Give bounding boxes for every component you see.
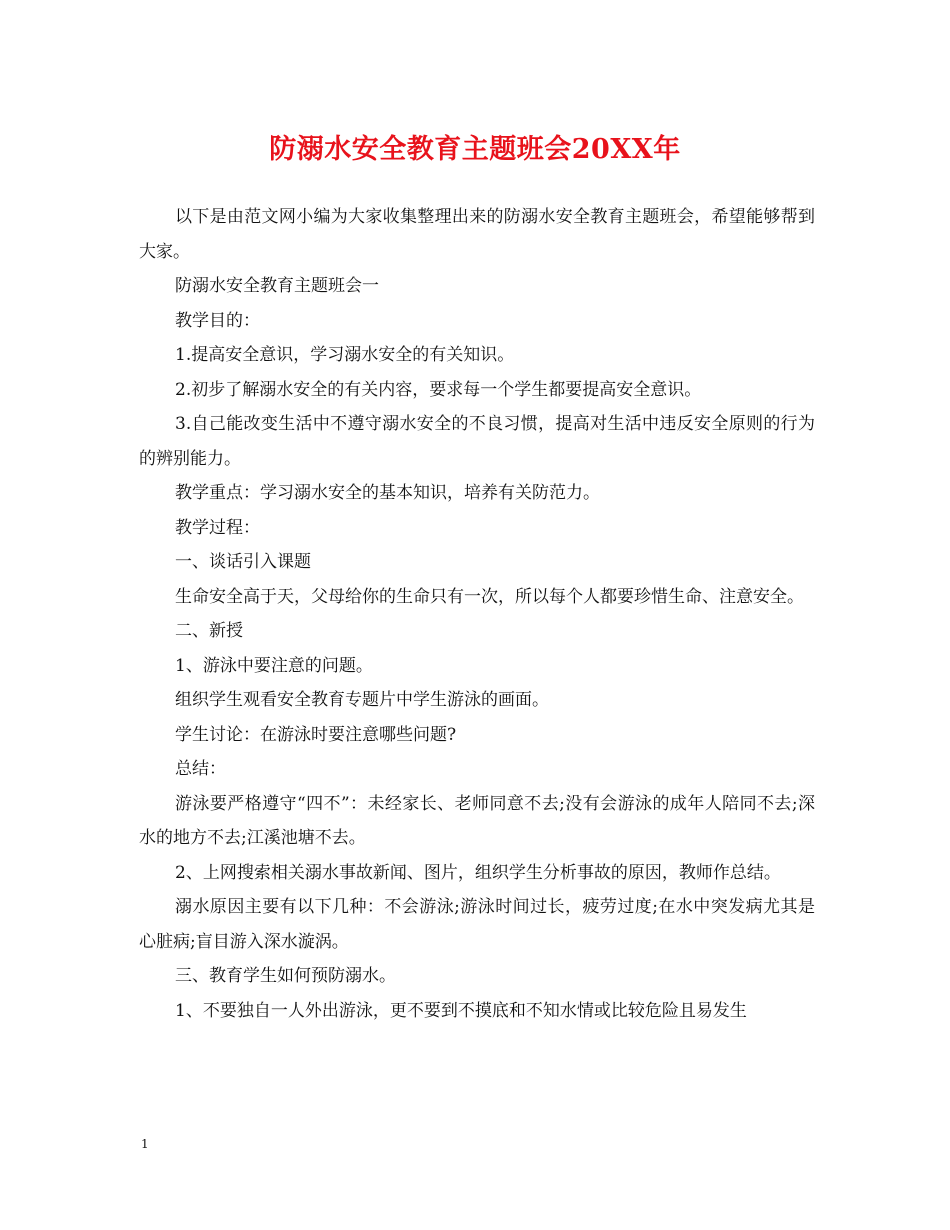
paragraph: 2.初步了解溺水安全的有关内容，要求每一个学生都要提高安全意识。 bbox=[175, 379, 702, 400]
paragraph: 溺水原因主要有以下几种：不会游泳;游泳时间过长，疲劳过度;在水中突发病尤其是心脏病;盲目游入深水漩涡。 bbox=[139, 897, 815, 952]
paragraph: 生命安全高于天，父母给你的生命只有一次，所以每个人都要珍惜生命、注意安全。 bbox=[175, 586, 804, 607]
paragraph: 教学目的： bbox=[175, 310, 260, 331]
paragraph: 1、游泳中要注意的问题。 bbox=[175, 655, 373, 676]
paragraph: 2、上网搜索相关溺水事故新闻、图片，组织学生分析事故的原因，教师作总结。 bbox=[175, 862, 781, 883]
paragraph: 三、教育学生如何预防溺水。 bbox=[175, 966, 396, 986]
page-number: 1 bbox=[141, 1137, 149, 1151]
paragraph: 一、谈话引入课题 bbox=[175, 552, 311, 572]
document-body bbox=[139, 200, 815, 1028]
paragraph: 教学重点：学习溺水安全的基本知识，培养有关防范力。 bbox=[175, 483, 600, 503]
paragraph: 教学过程： bbox=[175, 517, 260, 538]
paragraph: 防溺水安全教育主题班会一 bbox=[175, 276, 379, 296]
paragraph: 以下是由范文网小编为大家收集整理出来的防溺水安全教育主题班会，希望能够帮到大家。 bbox=[139, 207, 815, 262]
paragraph: 总结： bbox=[175, 759, 226, 779]
paragraph: 1.提高安全意识，学习溺水安全的有关知识。 bbox=[175, 345, 515, 365]
paragraph: 3.自己能改变生活中不遵守溺水安全的不良习惯，提高对生活中违反安全原则的行为的辨别能力。 bbox=[139, 414, 815, 469]
paragraph: 游泳要严格遵守“四不”：未经家长、老师同意不去;没有会游泳的成年人陪同不去;深水的地方不去;江溪池塘不去。 bbox=[139, 793, 815, 848]
paragraph: 组织学生观看安全教育专题片中学生游泳的画面。 bbox=[175, 690, 549, 710]
paragraph: 二、新授 bbox=[175, 621, 243, 641]
document-title: 防溺水安全教育主题班会20XX年 bbox=[269, 134, 681, 165]
paragraph: 1、不要独自一人外出游泳，更不要到不摸底和不知水情或比较危险且易发生 bbox=[175, 1000, 747, 1021]
paragraph: 学生讨论：在游泳时要注意哪些问题? bbox=[175, 724, 457, 745]
